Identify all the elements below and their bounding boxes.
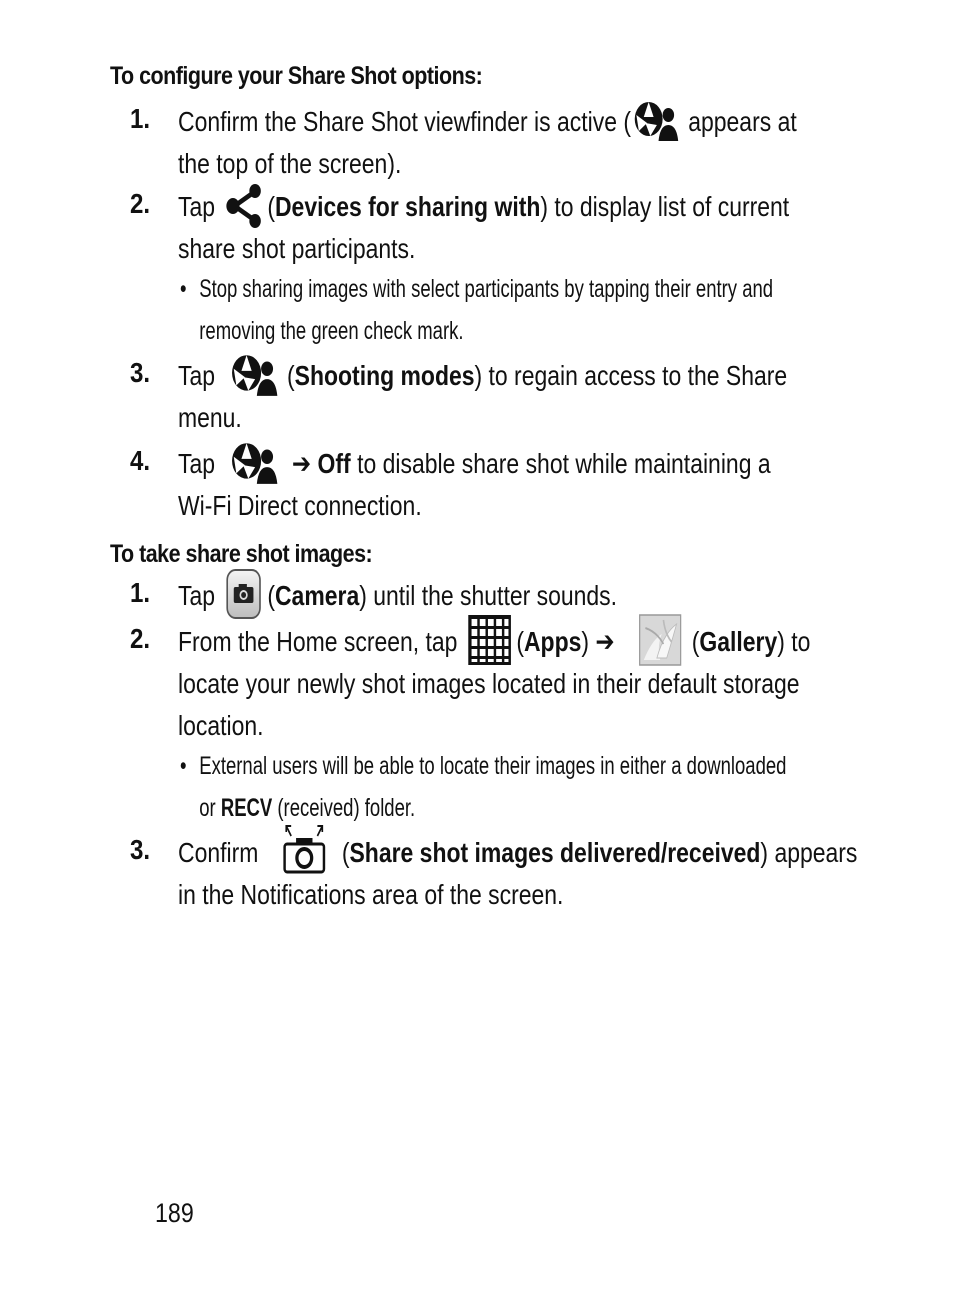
section-heading-take-images: To take share shot images: [110,540,373,568]
bullet-dot: • [180,752,187,780]
bold-term: Off [317,448,351,479]
step-text-part: Tap [178,191,222,222]
share-shot-icon [633,97,681,145]
bullet-text: External users will be able to locate their images in either a downloaded [199,752,787,780]
bold-term: Devices for sharing with [274,191,541,222]
camera-app-icon [225,568,263,620]
step-text [178,443,850,527]
bold-term: Camera [274,580,360,611]
share-shot-notification-icon [280,822,329,876]
bold-term: Shooting modes [294,360,475,391]
step-text-line: the top of the screen). [178,148,402,179]
bullet-text: or [199,794,221,822]
step-number: 2. [130,623,151,654]
step-text [178,101,850,185]
step-text-line: in the Notifications area of the screen. [178,879,564,910]
bullet-text: removing the green check mark. [199,317,464,345]
paren: ( [267,580,275,611]
share-shot-icon [228,350,280,400]
paren: ( [267,191,275,222]
paren: ( [516,626,524,657]
step-text-part: From the Home screen, tap [178,626,464,657]
step-text-part: Confirm [178,837,265,868]
step-text-part: Tap [178,580,222,611]
step-number: 3. [130,357,151,388]
step-text [178,186,850,270]
bullet-dot: • [180,275,187,303]
arrow-icon: ➔ [595,626,615,657]
step-text-part: appears at [681,106,797,137]
step-text-line: location. [178,710,264,741]
section-heading-configure: To configure your Share Shot options: [110,62,483,90]
bullet-text: Stop sharing images with select participants by tapping their entry and [199,275,774,303]
bullet-note [180,268,846,352]
bold-term: RECV [220,794,273,822]
paren: ( [341,837,350,868]
gallery-icon [639,614,682,666]
step-text-part: Tap [178,360,222,391]
bold-term: Gallery [699,626,778,657]
step-text [178,575,850,617]
step-text-part: ) to [777,626,811,657]
step-text: From the Home screen, tap (Apps) ➔ (Gallery) to locate your newly shot images located in their default storage location. [178,621,850,747]
bullet-note [180,745,846,829]
step-text-line: share shot participants. [178,233,416,264]
share-shot-icon [228,438,280,488]
step-text-part: Tap [178,448,222,479]
step-text-part: ) appears [760,837,858,868]
step-text-line: locate your newly shot images located in their default storage [178,668,800,699]
step-number: 1. [130,577,151,608]
step-text-part: to disable share shot while maintaining a [350,448,771,479]
bold-term: Apps [523,626,582,657]
paren: ( [691,626,700,657]
bullet-text: (received) folder. [272,794,416,822]
bold-term: Share shot images delivered/received [349,837,761,868]
share-icon [225,183,264,229]
page-number: 189 [155,1198,194,1228]
step-number: 2. [130,188,151,219]
step-text-part: Confirm the Share Shot viewfinder is active ( [178,106,632,137]
step-text-line: Wi-Fi Direct connection. [178,490,422,521]
step-text-part: ) to regain access to the Share [474,360,788,391]
apps-grid-icon [467,614,511,666]
step-text-part: ) until the shutter sounds. [359,580,618,611]
step-text-line: menu. [178,402,242,433]
arrow-icon: ➔ [291,448,312,479]
step-text [178,832,858,916]
paren: ( [287,360,295,391]
step-text [178,355,850,439]
step-number: 3. [130,834,151,865]
step-number: 4. [130,445,151,476]
step-number: 1. [130,103,151,134]
step-text-part: ) to display list of current [540,191,790,222]
